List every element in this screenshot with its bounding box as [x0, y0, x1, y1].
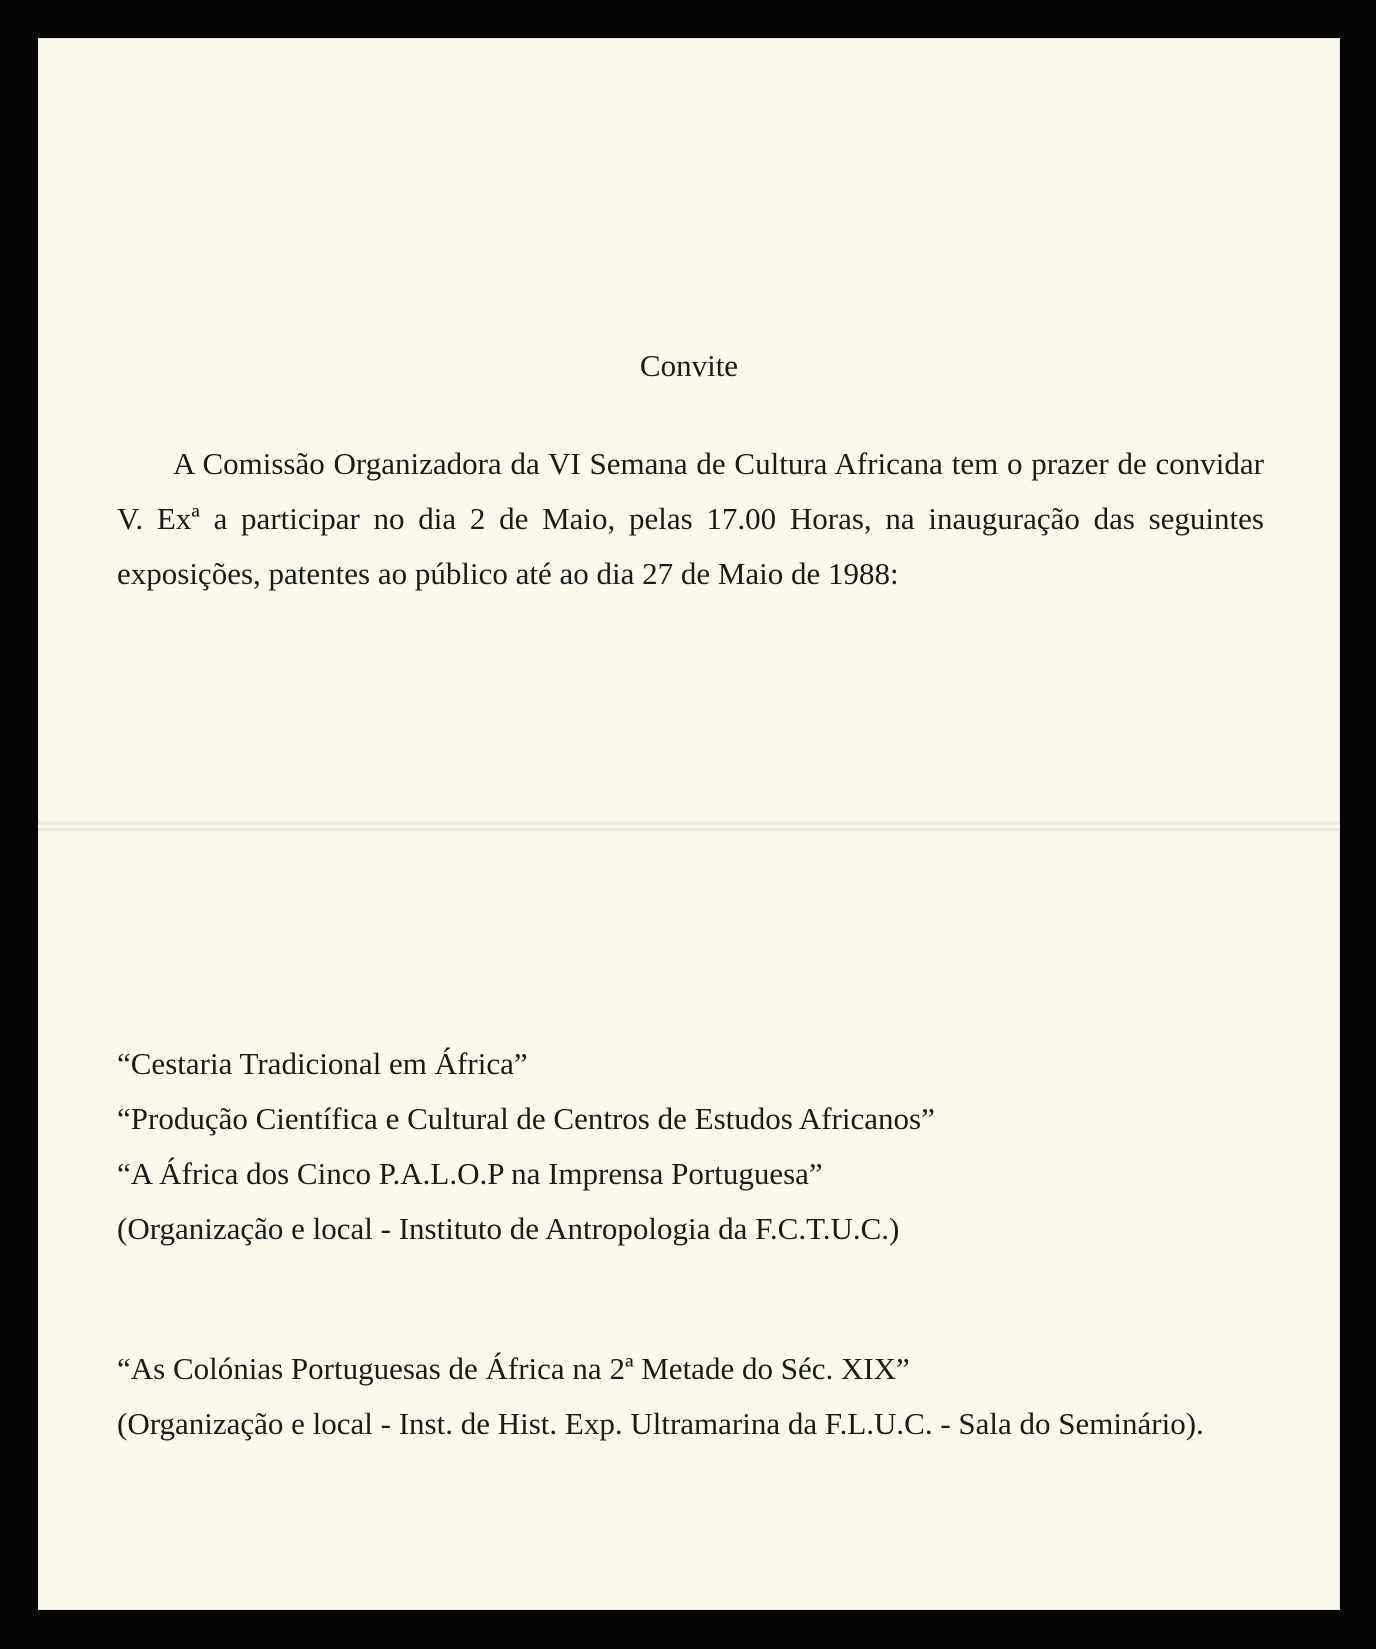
exhibition-organization-2: (Organização e local - Inst. de Hist. Exp. Ultramarina da F.L.U.C. - Sala do Seminário). [117, 1406, 1204, 1441]
exhibitions-group-2 [117, 1341, 1264, 1451]
document-title: Convite [639, 348, 739, 383]
exhibitions-group-1 [117, 1036, 1264, 1256]
card-fold-line [38, 820, 1340, 832]
invitation-card [38, 38, 1340, 1610]
exhibition-title-2: “Produção Científica e Cultural de Centros de Estudos Africanos” [117, 1101, 935, 1136]
exhibition-title-3: “A África dos Cinco P.A.L.O.P na Imprensa Portuguesa” [117, 1156, 823, 1191]
invitation-text: A Comissão Organizadora da VI Semana de Cultura Africana tem o prazer de convidar V. Exª a participar no dia 2 de Maio, pelas 17.00 Horas, na inauguração das seguintes exposições, patentes ao público até ao dia 27 de Maio de 1988: [117, 446, 1264, 591]
invitation-paragraph [117, 436, 1264, 601]
exhibition-title-4: “As Colónias Portuguesas de África na 2ª Metade do Séc. XIX” [117, 1351, 910, 1386]
exhibition-organization-1: (Organização e local - Instituto de Antropologia da F.C.T.U.C.) [117, 1211, 900, 1246]
exhibition-title-1: “Cestaria Tradicional em África” [117, 1046, 528, 1081]
